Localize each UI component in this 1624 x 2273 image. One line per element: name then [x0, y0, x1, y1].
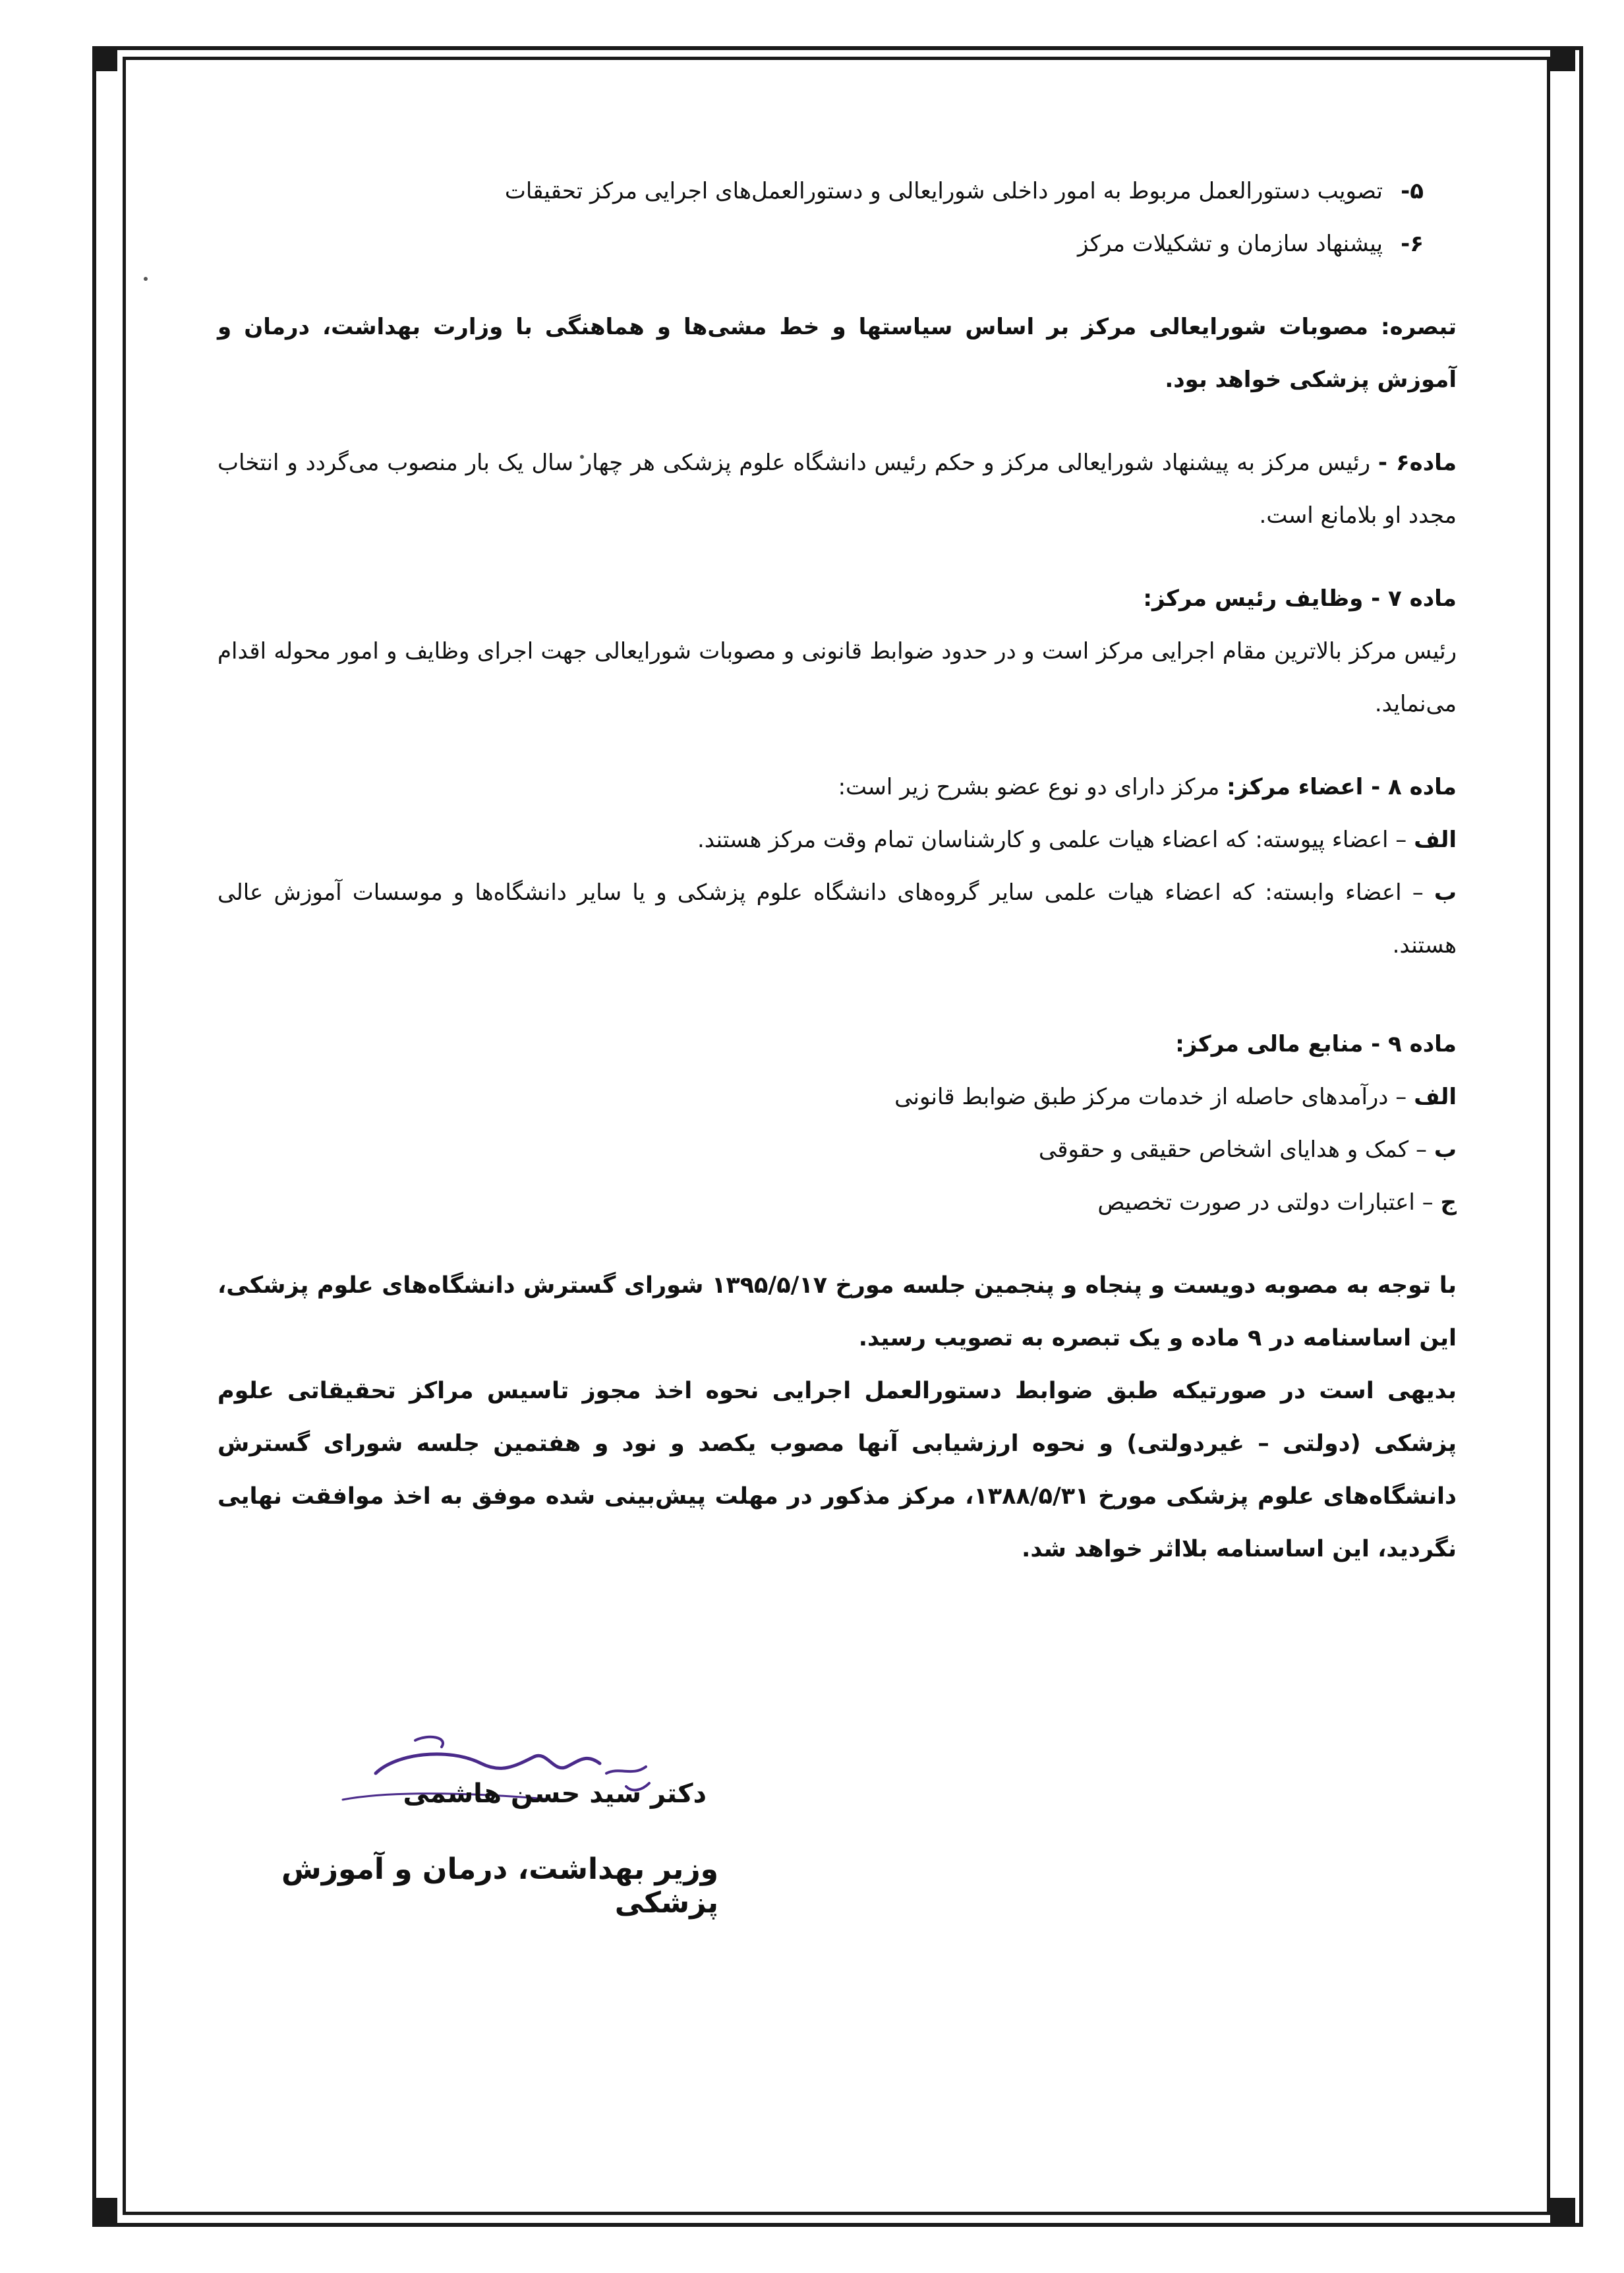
- border-corner: [1550, 2198, 1575, 2223]
- item-text: – اعتبارات دولتی در صورت تخصیص: [1097, 1189, 1434, 1216]
- signer-title: وزیر بهداشت، درمان و آموزش پزشکی: [281, 1852, 718, 1920]
- item-label: ب: [1434, 1136, 1457, 1163]
- item-text: – درآمدهای حاصله از خدمات مرکز طبق ضوابط قانونی: [894, 1084, 1407, 1110]
- list-text: تصویب دستورالعمل مربوط به امور داخلی شورایعالی و دستورالعمل‌های اجرایی مرکز تحقیقات: [504, 178, 1383, 204]
- item-text: – اعضاء پیوسته: که اعضاء هیات علمی و کارشناسان تمام وقت مرکز هستند.: [697, 827, 1407, 853]
- border-corner: [92, 46, 117, 71]
- article-6-heading: ماده۶ -: [1378, 450, 1457, 476]
- scan-speck: [144, 277, 148, 281]
- article-9-item-b: [218, 1123, 1457, 1176]
- article-8-intro: مرکز دارای دو نوع عضو بشرح زیر است:: [838, 774, 1220, 800]
- article-8: [218, 761, 1457, 813]
- final-paragraph-1: با توجه به مصوبه دویست و پنجاه و پنجمین جلسه مورخ ۱۳۹۵/۵/۱۷ شورای گسترش دانشگاه‌های علوم پزشکی، این اساسنامه در ۹ ماده و یک تبصره به تصویب رسید.: [218, 1272, 1457, 1351]
- signer-name: دکتر سید حسن هاشمی: [403, 1779, 707, 1809]
- list-number: ۶-: [1401, 231, 1424, 257]
- article-7-text: رئیس مرکز بالاترین مقام اجرایی مرکز است و در حدود ضوابط قانونی و مصوبات شورایعالی جهت اجرای وظایف و امور محوله اقدام می‌نماید.: [218, 638, 1457, 717]
- final-paragraph-2: بدیهی است در صورتیکه طبق ضوابط دستورالعمل اجرایی نحوه اخذ مجوز تاسیس مراکز تحقیقاتی علوم پزشکی (دولتی – غیردولتی) و نحوه ارزشیابی آنها مصوب یکصد و نود و هفتمین جلسه شورای گسترش دانشگاه‌های علوم پزشکی مورخ ۱۳۸۸/۵/۳۱، مرکز مذکور در مهلت پیش‌بینی شده موفق به اخذ موافقت نهایی نگردید، این اساسنامه بلااثر خواهد شد.: [218, 1378, 1457, 1562]
- article-6-text: رئیس مرکز به پیشنهاد شورایعالی مرکز و حکم رئیس دانشگاه علوم پزشکی هر چهار سال یک بار منصوب می‌گردد و انتخاب مجدد او بلامانع است.: [218, 450, 1457, 529]
- article-9-item-c: [218, 1176, 1457, 1229]
- border-corner: [92, 2198, 117, 2223]
- article-6: [218, 436, 1457, 542]
- item-text: – اعضاء وابسته: که اعضاء هیات علمی سایر گروه‌های دانشگاه علوم پزشکی و یا سایر دانشگاه‌ها و موسسات آموزش عالی هستند.: [218, 879, 1457, 959]
- article-9-heading: ماده ۹ - منابع مالی مرکز:: [1175, 1031, 1457, 1057]
- border-corner: [1550, 46, 1575, 71]
- article-7-heading: ماده ۷ - وظایف رئیس مرکز:: [1143, 585, 1457, 612]
- list-item-5: [218, 165, 1457, 218]
- signature-block: [218, 1727, 718, 1945]
- article-9-item-a: [218, 1071, 1457, 1123]
- item-label: ج: [1440, 1189, 1457, 1216]
- list-text: پیشنهاد سازمان و تشکیلات مرکز: [1078, 231, 1383, 257]
- document-body: [218, 165, 1457, 1576]
- handwritten-signature: [316, 1727, 659, 1826]
- item-label: الف: [1414, 827, 1457, 853]
- note-paragraph: تبصره: مصوبات شورایعالی مرکز بر اساس سیاستها و خط مشی‌ها و هماهنگی با وزارت بهداشت، درمان و آموزش پزشکی خواهد بود.: [218, 314, 1457, 393]
- article-8-item-b: [218, 866, 1457, 972]
- article-8-item-a: [218, 813, 1457, 866]
- item-text: – کمک و هدایای اشخاص حقیقی و حقوقی: [1038, 1136, 1428, 1163]
- article-8-heading: ماده ۸ - اعضاء مرکز:: [1227, 774, 1457, 800]
- item-label: ب: [1434, 879, 1457, 906]
- item-label: الف: [1414, 1084, 1457, 1110]
- list-number: ۵-: [1401, 178, 1424, 204]
- list-item-6: [218, 218, 1457, 270]
